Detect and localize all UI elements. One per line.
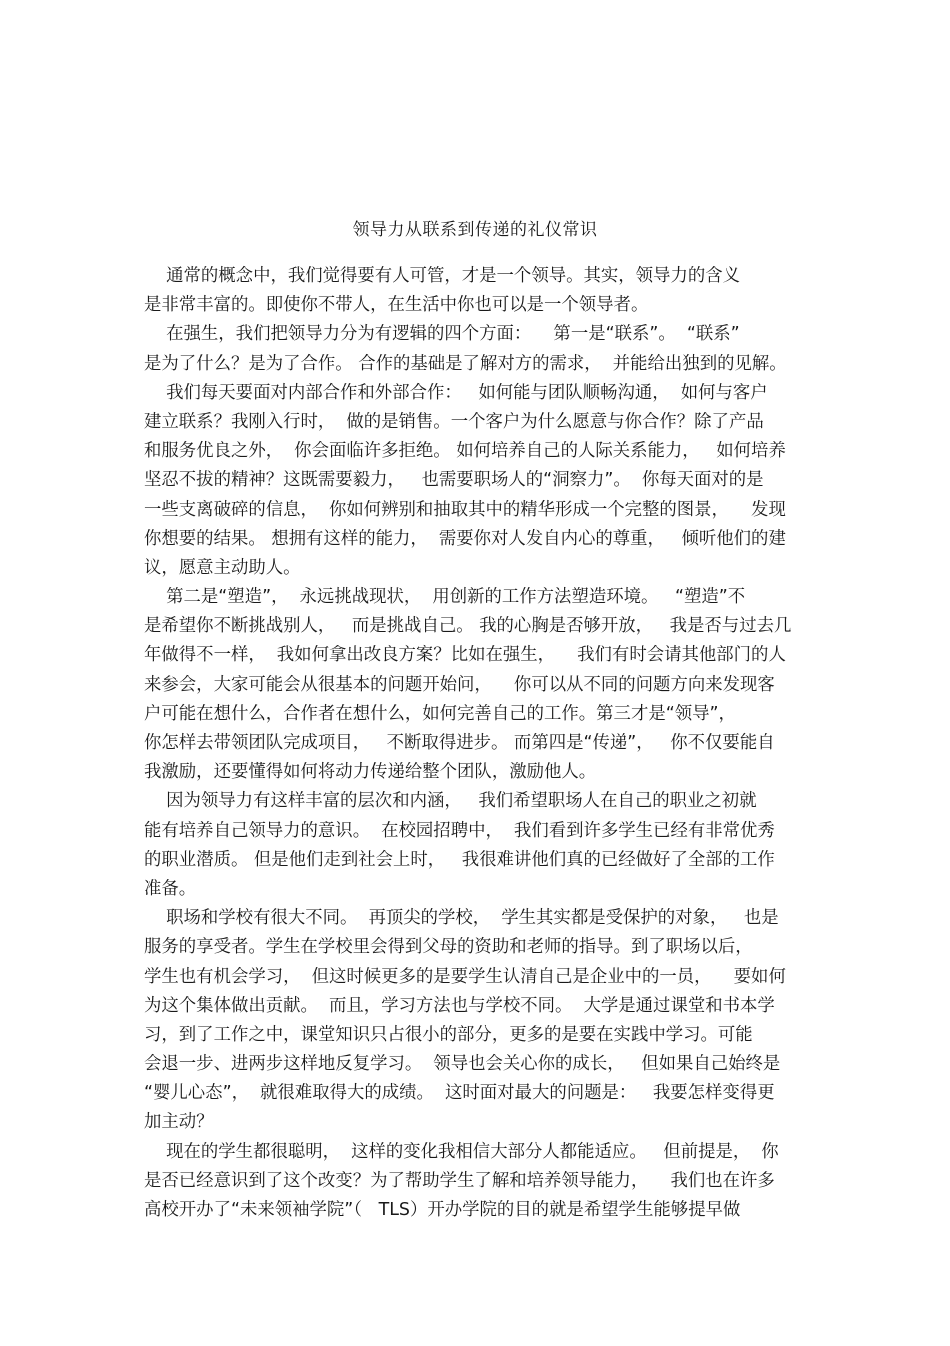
text-line: 我们每天要面对内部合作和外部合作： 如何能与团队顺畅沟通， 如何与客户 [144, 382, 768, 403]
text-line: 和服务优良之外， 你会面临许多拒绝。 如何培养自己的人际关系能力， 如何培养 [144, 441, 786, 462]
text-line: 职场和学校有很大不同。 再顶尖的学校， 学生其实都是受保护的对象， 也是 [144, 908, 779, 929]
text-line: 议，愿意主动助人。 [144, 557, 301, 578]
document-title: 领导力从联系到传递的礼仪常识 [352, 220, 598, 240]
text-line: 户可能在想什么，合作者在想什么，如何完善自己的工作。第三才是“领导”， [144, 703, 736, 724]
text-line: 你怎样去带领团队完成项目， 不断取得进步。 而第四是“传递”， 你不仅要能自 [144, 733, 775, 753]
text-line: 习，到了工作之中，课堂知识只占很小的部分，更多的是要在实践中学习。可能 [144, 1024, 753, 1045]
text-line: 你想要的结果。 想拥有这样的能力， 需要你对人发自内心的尊重， 倾听他们的建 [144, 528, 786, 549]
text-line: 现在的学生都很聪明， 这样的变化我相信大部分人都能适应。 但前提是， 你 [144, 1141, 779, 1162]
text-line: 是否已经意识到了这个改变？为了帮助学生了解和培养领导能力， 我们也在许多 [144, 1170, 775, 1191]
text-line: 为这个集体做出贡献。 而且，学习方法也与学校不同。 大学是通过课堂和书本学 [144, 995, 775, 1016]
text-line: 准备。 [144, 878, 197, 899]
text-line: 我激励，还要懂得如何将动力传递给整个团队，激励他人。 [144, 762, 597, 783]
text-line: 因为领导力有这样丰富的层次和内涵， 我们希望职场人在自己的职业之初就 [144, 791, 757, 812]
text-line: 是为了什么？是为了合作。 合作的基础是了解对方的需求， 并能给出独到的见解。 [144, 353, 787, 374]
text-line: “婴儿心态”， 就很难取得大的成绩。 这时面对最大的问题是： 我要怎样变得更 [144, 1083, 775, 1104]
document-body [144, 262, 809, 1225]
text-line: 会退一步、进两步这样地反复学习。 领导也会关心你的成长， 但如果自己始终是 [144, 1054, 781, 1075]
text-line: 的职业潜质。 但是他们走到社会上时， 我很难讲他们真的已经做好了全部的工作 [144, 849, 775, 870]
text-line: 一些支离破碎的信息， 你如何辨别和抽取其中的精华形成一个完整的图景， 发现 [144, 499, 786, 520]
text-line: 第二是“塑造”， 永远挑战现状， 用创新的工作方法塑造环境。 “塑造”不 [144, 587, 746, 608]
text-line: 是希望你不断挑战别人， 而是挑战自己。 我的心胸是否够开放， 我是否与过去几 [144, 616, 792, 637]
text-line: 服务的享受者。学生在学校里会得到父母的资助和老师的指导。到了职场以后， [144, 937, 753, 958]
text-line: 加主动？ [144, 1112, 214, 1133]
text-line: 能有培养自己领导力的意识。 在校园招聘中， 我们看到许多学生已经有非常优秀 [144, 820, 775, 841]
text-line: 是非常丰富的。即使你不带人，在生活中你也可以是一个领导者。 [144, 295, 649, 316]
text-line: 年做得不一样， 我如何拿出改良方案？比如在强生， 我们有时会请其他部门的人 [144, 645, 786, 666]
text-line: 学生也有机会学习， 但这时候更多的是要学生认清自己是企业中的一员， 要如何 [144, 966, 786, 987]
text-line: 坚忍不拔的精神？这既需要毅力， 也需要职场人的“洞察力”。 你每天面对的是 [144, 470, 764, 491]
text-line: 通常的概念中，我们觉得要有人可管，才是一个领导。其实，领导力的含义 [144, 266, 741, 286]
text-line: 在强生，我们把领导力分为有逻辑的四个方面： 第一是“联系”。 “联系” [144, 324, 740, 345]
text-line: 高校开办了“未来领袖学院”（ TLS）开办学院的目的就是希望学生能够提早做 [144, 1200, 741, 1220]
text-line: 来参会，大家可能会从很基本的问题开始问， 你可以从不同的问题方向来发现客 [144, 674, 775, 695]
text-line: 建立联系？我刚入行时， 做的是销售。一个客户为什么愿意与你合作？除了产品 [144, 411, 764, 432]
